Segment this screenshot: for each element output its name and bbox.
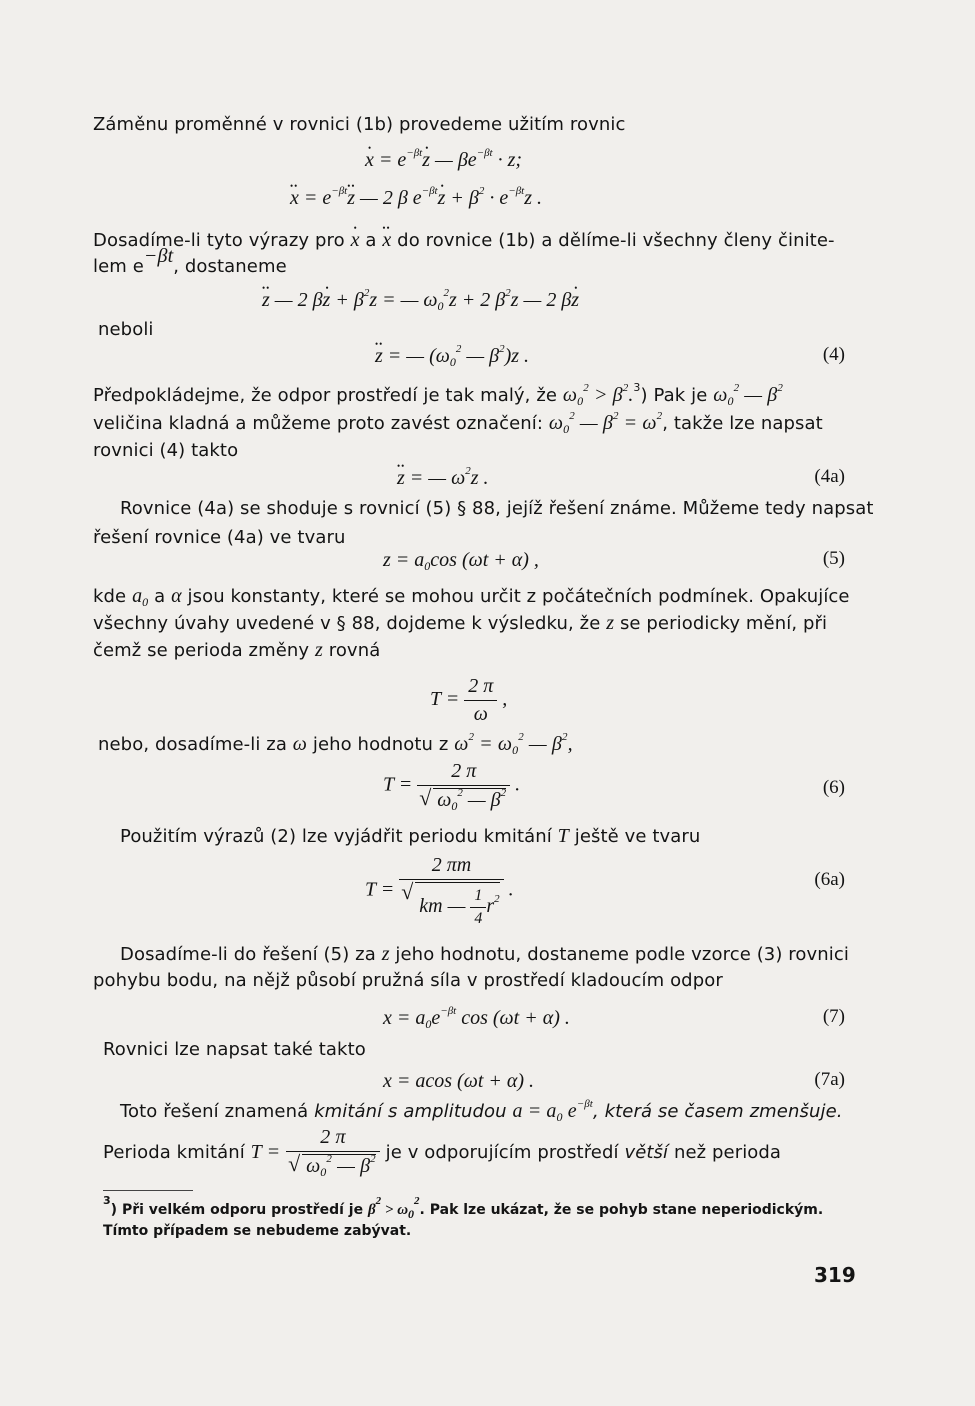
paragraph-assume-1: Předpokládejme, že odpor prostředí je tak malý, že $\omega_0^2 > \beta^2.^3$) Pak je $\omega_0^2$ — $\beta^2$: [93, 381, 783, 408]
paragraph-constants-2: všechny úvahy uvedené v § 88, dojdeme k výsledku, že z se periodicky mění, při: [93, 612, 828, 634]
equation-period-omega: T = $\frac{2 \pi}{\omega}$ ,: [430, 675, 508, 725]
footnote-divider: [103, 1190, 193, 1191]
equation-number-4: (4): [822, 344, 845, 365]
equation-4a: •• z = — $\omega^2z$ .: [397, 466, 489, 490]
footnote-line-2: Tímto případem se nebudeme zabývat.: [103, 1223, 412, 1239]
paragraph-assume-3: rovnici (4) takto: [93, 440, 239, 461]
equation-number-6a: (6a): [814, 869, 845, 890]
paragraph-substitute-1: Dosadíme-li tyto výrazy pro • x a •• x do rovnice (1b) a dělíme-li všechny členy činite-: [93, 228, 835, 253]
equation-x-ddot: •• $x = e^{-\beta t}••$ z — 2 β $e^{-\beta t}•$ $z + \beta^2 \cdot e^{-\beta t}z$ .: [290, 186, 542, 210]
paragraph-solution-2: řešení rovnice (4a) ve tvaru: [93, 527, 346, 548]
paragraph-insert-omega: nebo, dosadíme-li za ω jeho hodnotu z $\omega^2 = \omega_0^2$ — $\beta^2$,: [98, 731, 573, 757]
footnote-line-1: $^3$) Při velkém odporu prostředí je $\beta^2 > \omega_0^2$. Pak lze ukázat, že se pohyb stane neperiodickým.: [103, 1194, 824, 1221]
paragraph-motion-2: pohybu bodu, na nějž působí pružná síla v prostředí kladoucím odpor: [93, 970, 723, 991]
paragraph-solution-1: Rovnice (4a) se shoduje s rovnicí (5) § 88, jejíž řešení známe. Můžeme tedy napsat: [120, 498, 874, 519]
word-neboli: neboli: [98, 319, 154, 340]
equation-6: T = 2 π √ $\omega_0^2$ — $\beta^2$ .: [383, 760, 520, 812]
paragraph-amplitude: Toto řešení znamená kmitání s amplitudou $a = a_0$ $e^{-\beta t}$, která se časem zmenšuje.: [120, 1098, 843, 1124]
paragraph-period-larger: Perioda kmitání T = 2 π √ $\omega_0^2$ — $\beta^2$ je v odporujícím prostředí větší než perioda: [103, 1126, 781, 1178]
equation-number-4a: (4a): [814, 466, 845, 487]
paragraph-substitute-2: lem $e^{-\beta t}$, dostaneme: [93, 245, 287, 277]
equation-x-dot: • $x = e^{-\beta t}•$ z — $\beta e^{-\beta t} \cdot z$;: [365, 148, 522, 172]
equation-5: $z = a_0\cos$ (ωt + α) ,: [383, 549, 539, 573]
paragraph-intro: Záměnu proměnné v rovnici (1b) provedeme užitím rovnic: [93, 114, 626, 135]
equation-number-7: (7): [822, 1006, 845, 1027]
equation-7: $x = a_0e^{-\beta t}$ cos (ωt + α) .: [383, 1005, 570, 1031]
equation-4: •• z = — ($\omega_0^2$ — $\beta^2)z$ .: [375, 344, 529, 368]
paragraph-assume-2: veličina kladná a můžeme proto zavést označení: $\omega_0^2$ — $\beta^2 = \omega^2$, takže lze napsat: [93, 410, 823, 436]
paragraph-also: Rovnici lze napsat také takto: [103, 1039, 366, 1060]
equation-number-5: (5): [822, 548, 845, 569]
paragraph-constants-3: čemž se perioda změny z rovná: [93, 639, 381, 661]
page-number: 319: [814, 1263, 856, 1287]
equation-7a: x = acos (ωt + α) .: [383, 1070, 535, 1092]
equation-number-7a: (7a): [814, 1069, 845, 1090]
paragraph-constants-1: kde $a_0$ a α jsou konstanty, které se mohou určit z počátečních podmínek. Opakujíce: [93, 585, 850, 609]
paragraph-motion-1: Dosadíme-li do řešení (5) za z jeho hodnotu, dostaneme podle vzorce (3) rovnici: [120, 943, 849, 965]
equation-6a: T = 2 πm √ km — $\frac{1}{4}$ $r^2$ .: [365, 854, 514, 928]
paragraph-period-6a: Použitím výrazů (2) lze vyjádřit periodu kmitání T ještě ve tvaru: [120, 825, 701, 847]
equation-number-6: (6): [822, 777, 845, 798]
equation-z-full: •• z — 2 β• $z + \beta^2z$ = — $\omega_0^2z + 2$ $\beta^2z$ — 2 β• z: [262, 288, 579, 312]
